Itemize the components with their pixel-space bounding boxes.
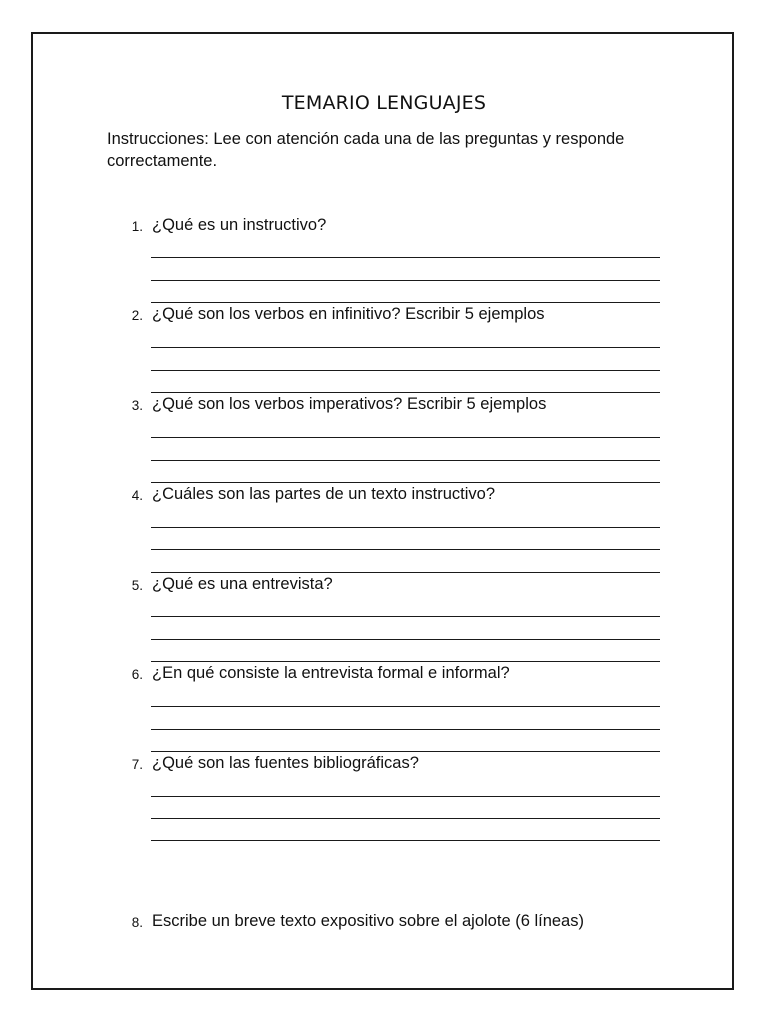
question-text: Escribe un breve texto expositivo sobre el ajolote (6 líneas)	[152, 912, 584, 930]
answer-line[interactable]	[151, 482, 660, 483]
answer-line[interactable]	[151, 460, 660, 461]
answer-line[interactable]	[151, 706, 660, 707]
question-text: ¿Qué es una entrevista?	[152, 575, 333, 593]
answer-line[interactable]	[151, 527, 660, 528]
question-text: ¿Qué son los verbos en infinitivo? Escribir 5 ejemplos	[152, 305, 545, 323]
answer-line[interactable]	[151, 572, 660, 573]
question-text: ¿Qué son los verbos imperativos? Escribir 5 ejemplos	[152, 395, 547, 413]
answer-line[interactable]	[151, 280, 660, 281]
question-6	[0, 664, 768, 688]
question-text: ¿En qué consiste la entrevista formal e informal?	[152, 664, 510, 682]
answer-line[interactable]	[151, 549, 660, 550]
question-number: 2.	[131, 308, 143, 323]
question-4	[0, 485, 768, 509]
question-text: ¿Qué es un instructivo?	[152, 216, 327, 234]
question-1	[0, 216, 768, 240]
question-number: 5.	[131, 578, 143, 593]
question-text: ¿Cuáles son las partes de un texto instructivo?	[152, 485, 496, 503]
answer-line[interactable]	[151, 392, 660, 393]
answer-line[interactable]	[151, 818, 660, 819]
answer-line[interactable]	[151, 437, 660, 438]
question-7	[0, 754, 768, 778]
page-title: TEMARIO LENGUAJES	[281, 92, 487, 114]
answer-line[interactable]	[151, 347, 660, 348]
page-border	[31, 32, 734, 990]
answer-line[interactable]	[151, 661, 660, 662]
question-number: 8.	[131, 915, 143, 930]
answer-line[interactable]	[151, 751, 660, 752]
instructions-text: Instrucciones: Lee con atención cada una de las preguntas y responde correctamente.	[107, 130, 625, 170]
answer-line[interactable]	[151, 639, 660, 640]
question-number: 1.	[131, 219, 143, 234]
question-number: 3.	[131, 398, 143, 413]
question-text: ¿Qué son las fuentes bibliográficas?	[152, 754, 419, 772]
question-2	[0, 305, 768, 329]
question-3	[0, 395, 768, 419]
answer-line[interactable]	[151, 370, 660, 371]
question-8	[0, 912, 768, 936]
question-5	[0, 575, 768, 599]
answer-line[interactable]	[151, 257, 660, 258]
question-number: 7.	[131, 757, 143, 772]
answer-line[interactable]	[151, 302, 660, 303]
answer-line[interactable]	[151, 796, 660, 797]
answer-line[interactable]	[151, 616, 660, 617]
question-number: 4.	[131, 488, 143, 503]
answer-line[interactable]	[151, 840, 660, 841]
question-number: 6.	[131, 667, 143, 682]
answer-line[interactable]	[151, 729, 660, 730]
